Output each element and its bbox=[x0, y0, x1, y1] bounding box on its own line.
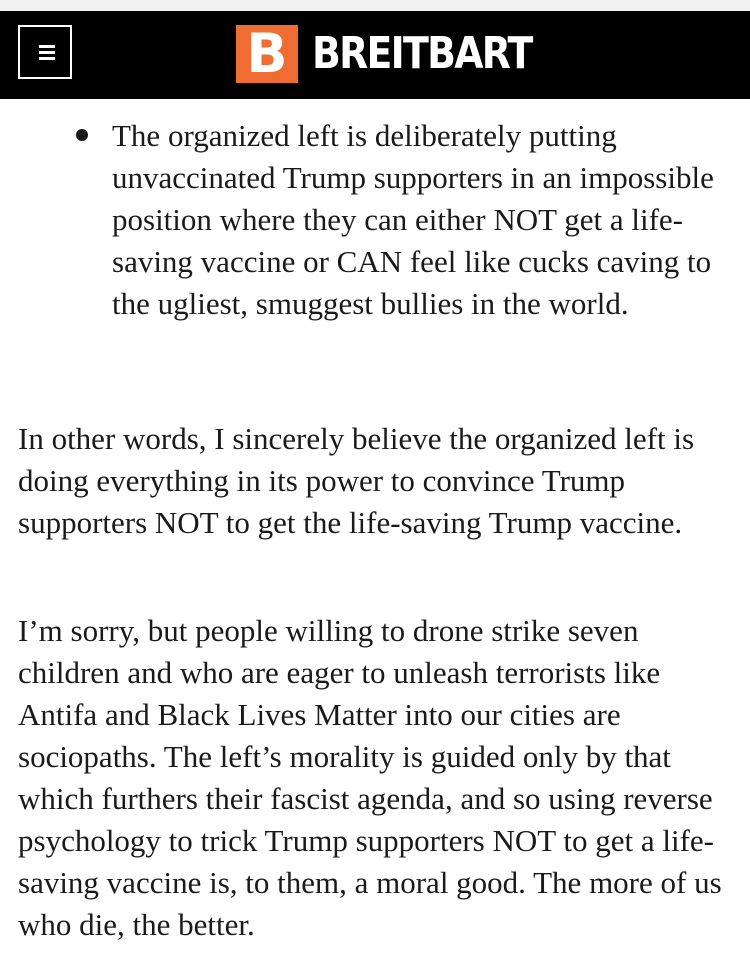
bullet-icon bbox=[76, 129, 88, 141]
logo-mark: B bbox=[236, 25, 298, 83]
hamburger-menu-icon bbox=[39, 45, 55, 48]
article-paragraph: I’m sorry, but people willing to drone strike seven children and who are eager to unleash terrorists like Antifa and Black Lives Matter into our cities are sociopaths. The left’s morality is guided only by that which furthers their fascist agenda, and so using reverse psychology to trick Trump supporters NOT to get a life-saving vaccine is, to them, a moral good. The more of us who die, the better. bbox=[18, 613, 722, 942]
site-logo[interactable] bbox=[236, 22, 567, 85]
browser-top-strip bbox=[0, 0, 750, 11]
hamburger-menu-icon-bar bbox=[39, 51, 55, 54]
logo-text: BREITBART bbox=[312, 28, 532, 79]
site-header bbox=[0, 11, 750, 99]
hamburger-menu-icon-bar bbox=[39, 57, 55, 60]
bullet-list bbox=[112, 115, 722, 325]
article-paragraph: In other words, I sincerely believe the organized left is doing everything in its power to convince Trump supporters NOT to get the life-saving Trump vaccine. bbox=[18, 421, 695, 540]
bullet-text: The organized left is deliberately putting unvaccinated Trump supporters in an impossible position where they can either NOT get a life-saving vaccine or CAN feel like cucks caving to the ugliest, smuggest bullies in the world. bbox=[112, 118, 714, 321]
menu-button[interactable] bbox=[18, 25, 72, 79]
list-item bbox=[112, 115, 722, 325]
